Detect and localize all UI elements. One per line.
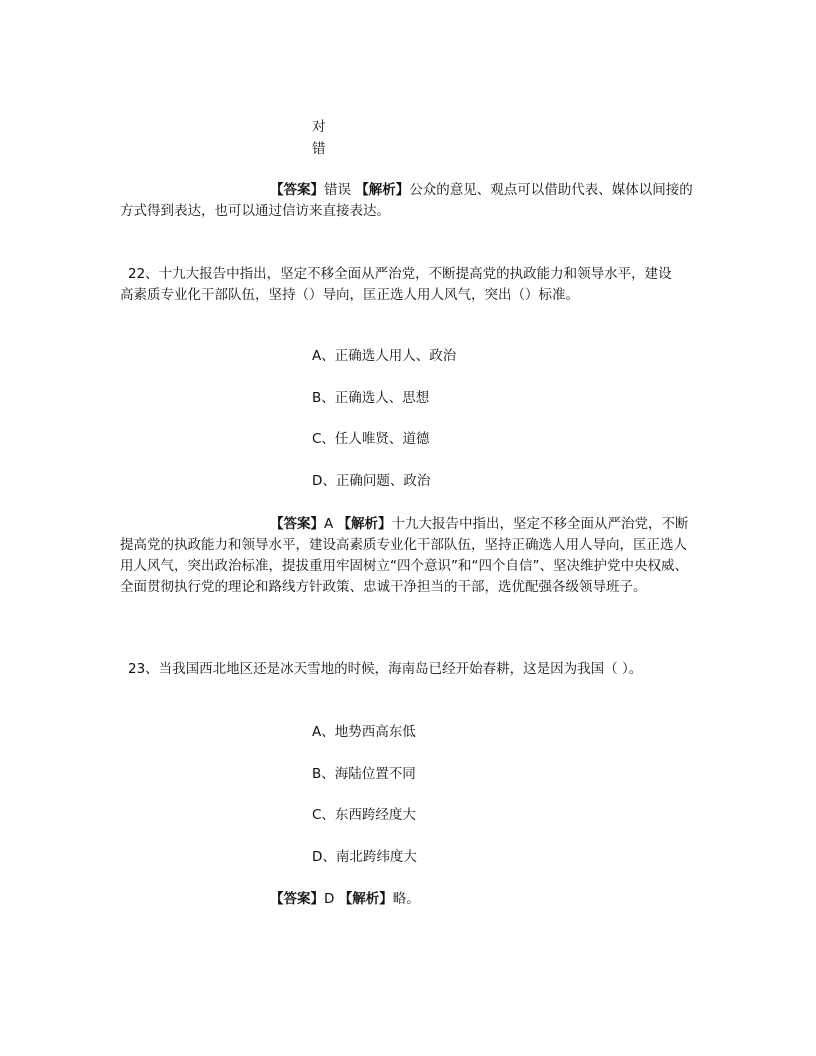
explanation-text: 十九大报告中指出，坚定不移全面从严治党，不断提高党的执政能力和领导水平，建设高素质专业化干部队伍，坚持正确选人用人导向，匡正选人用人风气，突出政治标准，提拔重用牢固树立“四个意识”和“四个自信”、坚决维护党中央权威、全面贯彻执行党的理论和路线方针政策、忠诚干净担当的干部，选优配强各级领导班子。 (120, 516, 689, 595)
q22-option-a: A、正确选人用人、政治 (312, 348, 457, 364)
q22-option-b: B、正确选人、思想 (312, 390, 430, 406)
q22-stem-line2: 高素质专业化干部队伍，坚持（）导向，匡正选人用人风气，突出（）标准。 (120, 287, 579, 303)
answer-label: 【答案】 (270, 182, 324, 198)
q22-option-d: D、正确问题、政治 (312, 473, 431, 489)
answer-label: 【答案】 (270, 891, 324, 907)
q23-option-d: D、南北跨纬度大 (312, 849, 417, 865)
q21-answer-block (120, 180, 698, 222)
q22-option-c: C、任人唯贤、道德 (312, 431, 430, 447)
q23-option-c: C、东西跨经度大 (312, 807, 416, 823)
answer-value: A (324, 516, 334, 532)
answer-value: D (324, 891, 335, 907)
q22-answer-block (120, 514, 698, 598)
q23-option-a: A、地势西高东低 (312, 724, 416, 740)
q23-stem: 23、当我国西北地区还是冰天雪地的时候，海南岛已经开始春耕，这是因为我国（ ）。 (128, 661, 643, 677)
explanation-text: 公众的意见、观点可以借助代表、媒体以间接的方式得到表达，也可以通过信访来直接表达。 (120, 182, 693, 219)
q21-option-false: 错 (312, 141, 326, 157)
explanation-label: 【解析】 (337, 516, 392, 532)
q23-answer-block (270, 890, 420, 908)
q22-stem-line1: 22、十九大报告中指出，坚定不移全面从严治党，不断提高党的执政能力和领导水平，建设 (128, 266, 672, 282)
answer-label: 【答案】 (270, 516, 324, 532)
q23-option-b: B、海陆位置不同 (312, 766, 416, 782)
explanation-label: 【解析】 (338, 891, 393, 907)
answer-value: 错误 (324, 182, 351, 198)
explanation-text: 略。 (392, 891, 420, 907)
q22-stem (120, 264, 720, 306)
explanation-label: 【解析】 (355, 182, 410, 198)
q21-option-true: 对 (312, 119, 326, 135)
